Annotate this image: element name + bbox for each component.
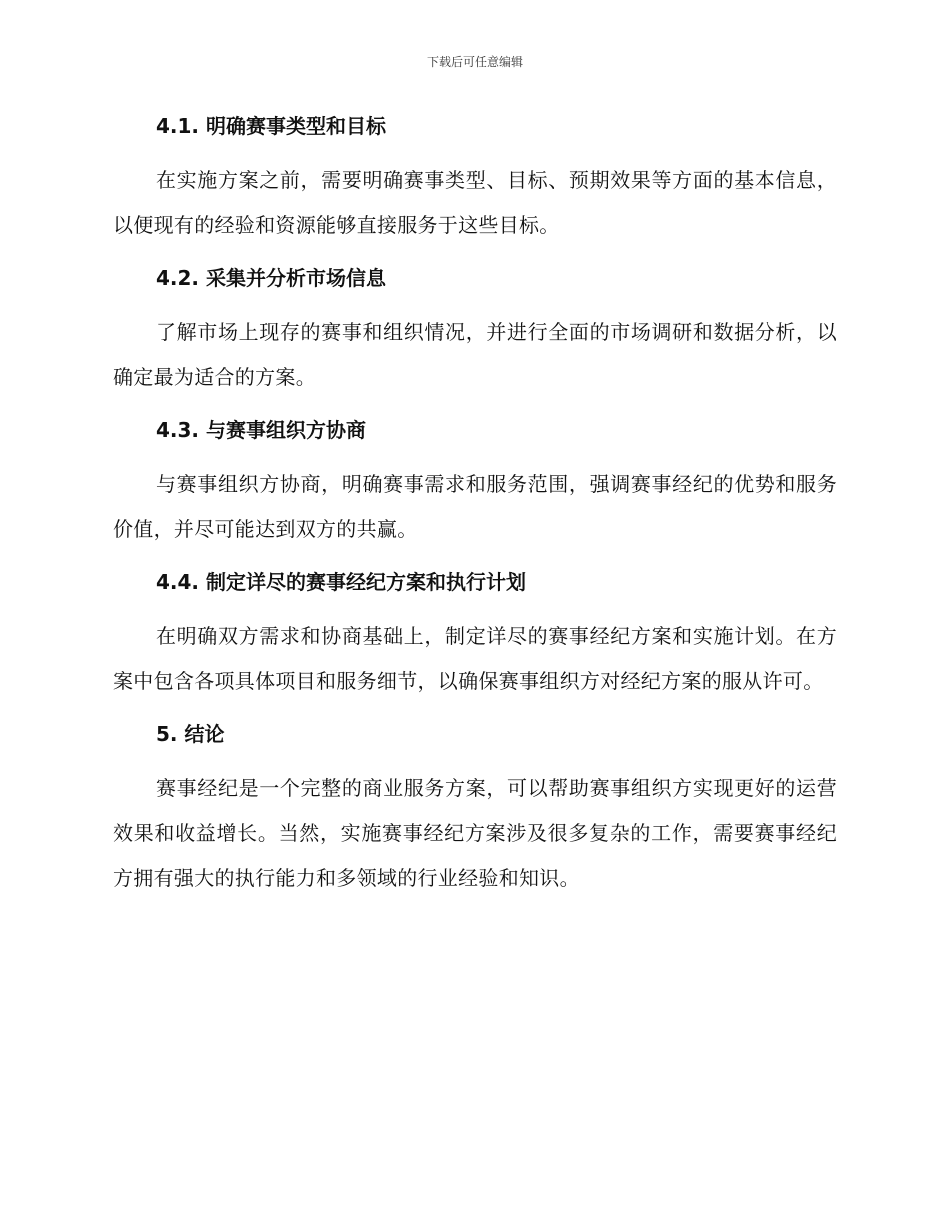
page-header: 下载后可任意编辑 (426, 55, 523, 69)
section-heading-4-1: 4.1. 明确赛事类型和目标 (156, 114, 386, 138)
section-heading-4-2: 4.2. 采集并分析市场信息 (156, 266, 386, 290)
section-paragraph-5: 赛事经纪是一个完整的商业服务方案，可以帮助赛事组织方实现更好的运营效果和收益增长。当然，实施赛事经纪方案涉及很多复杂的工作，需要赛事经纪方拥有强大的执行能力和多领域的行业经验和知识。 (113, 776, 837, 890)
section-paragraph-4-4: 在明确双方需求和协商基础上，制定详尽的赛事经纪方案和实施计划。在方案中包含各项具体项目和服务细节，以确保赛事组织方对经纪方案的服从许可。 (113, 624, 837, 693)
section-heading-4-3: 4.3. 与赛事组织方协商 (156, 418, 366, 442)
section-paragraph-4-3: 与赛事组织方协商，明确赛事需求和服务范围，强调赛事经纪的优势和服务价值，并尽可能达到双方的共赢。 (113, 472, 837, 541)
section-heading-5: 5. 结论 (156, 722, 225, 746)
document-body (113, 108, 837, 901)
section-paragraph-4-1: 在实施方案之前，需要明确赛事类型、目标、预期效果等方面的基本信息，以便现有的经验和资源能够直接服务于这些目标。 (113, 168, 837, 237)
section-paragraph-4-2: 了解市场上现存的赛事和组织情况，并进行全面的市场调研和数据分析，以确定最为适合的方案。 (113, 320, 837, 389)
section-heading-4-4: 4.4. 制定详尽的赛事经纪方案和执行计划 (156, 570, 526, 594)
